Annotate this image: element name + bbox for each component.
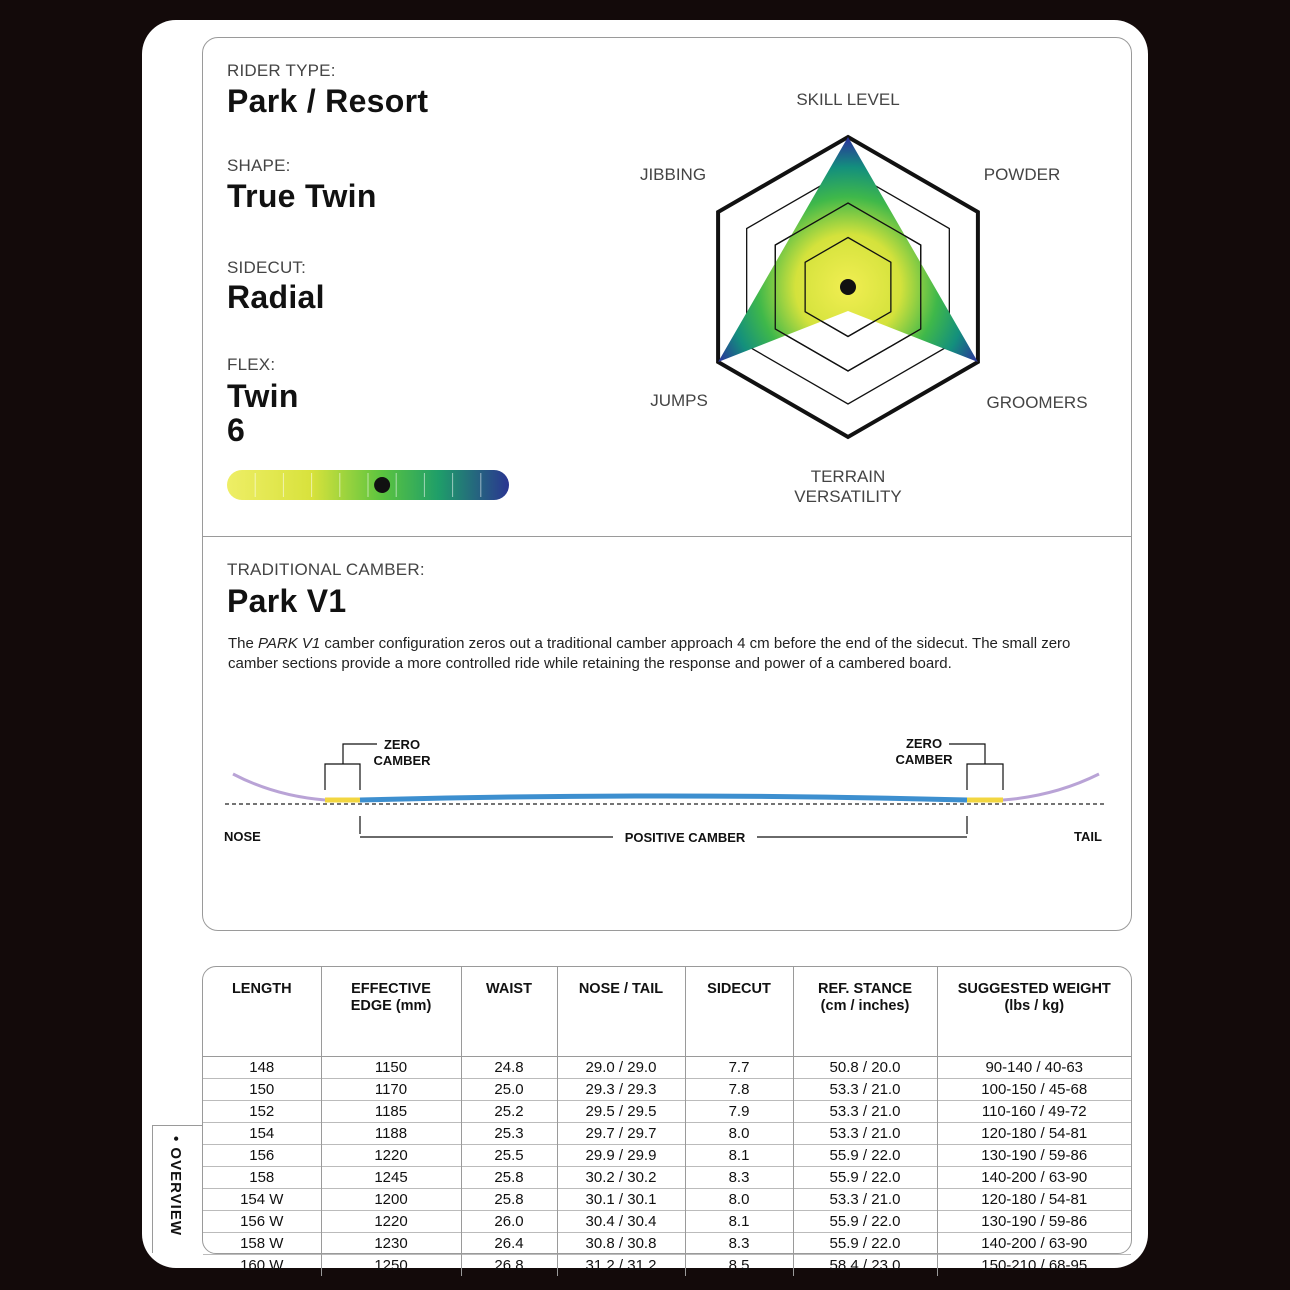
table-cell: 1250 <box>321 1255 461 1277</box>
column-header <box>461 967 557 1057</box>
table-cell: 25.8 <box>461 1167 557 1189</box>
radar-label-terrain-versatility <box>776 467 920 507</box>
table-cell: 1230 <box>321 1233 461 1255</box>
table-cell: 50.8 / 20.0 <box>793 1057 937 1079</box>
desc-pre: The <box>228 635 259 652</box>
column-header <box>321 967 461 1057</box>
table-cell: 148 <box>203 1057 321 1079</box>
flex-indicator <box>374 477 390 493</box>
table-cell: 55.9 / 22.0 <box>793 1233 937 1255</box>
table-cell: 120-180 / 54-81 <box>937 1189 1131 1211</box>
table-cell: 150 <box>203 1079 321 1101</box>
table-row <box>203 1101 1131 1123</box>
section-divider <box>202 536 1132 537</box>
table-cell: 30.2 / 30.2 <box>557 1167 685 1189</box>
table-row <box>203 1057 1131 1079</box>
table-cell: 158 W <box>203 1233 321 1255</box>
table-cell: 31.2 / 31.2 <box>557 1255 685 1277</box>
desc-em: PARK V1 <box>258 635 321 652</box>
table-cell: 154 W <box>203 1189 321 1211</box>
table-cell: 150-210 / 68-95 <box>937 1255 1131 1277</box>
table-cell: 25.0 <box>461 1079 557 1101</box>
table-cell: 152 <box>203 1101 321 1123</box>
radar-label-jumps: JUMPS <box>650 391 708 410</box>
table-row <box>203 1167 1131 1189</box>
table-cell: 7.8 <box>685 1079 793 1101</box>
camber-name: Park V1 <box>227 583 347 619</box>
table-cell: 156 W <box>203 1211 321 1233</box>
table-cell: 55.9 / 22.0 <box>793 1167 937 1189</box>
shape-label: SHAPE: <box>227 156 291 175</box>
table-cell: 30.4 / 30.4 <box>557 1211 685 1233</box>
sidecut-label: SIDECUT: <box>227 258 307 277</box>
table-cell: 55.9 / 22.0 <box>793 1145 937 1167</box>
table-cell: 90-140 / 40-63 <box>937 1057 1131 1079</box>
sidecut-value: Radial <box>227 279 325 315</box>
rider-type-value: Park / Resort <box>227 83 429 119</box>
camber-description <box>228 634 1118 674</box>
column-header <box>557 967 685 1057</box>
overview-tab-label: • OVERVIEW <box>167 1136 184 1236</box>
table-cell: 1150 <box>321 1057 461 1079</box>
radar-label-powder: POWDER <box>983 165 1061 184</box>
table-cell: 154 <box>203 1123 321 1145</box>
positive-camber-label: POSITIVE CAMBER <box>624 830 746 845</box>
table-cell: 130-190 / 59-86 <box>937 1211 1131 1233</box>
table-cell: 110-160 / 49-72 <box>937 1101 1131 1123</box>
table-cell: 29.7 / 29.7 <box>557 1123 685 1145</box>
flex-value: Twin <box>227 378 299 414</box>
table-cell: 25.3 <box>461 1123 557 1145</box>
overview-tab[interactable] <box>152 1125 202 1253</box>
column-header-line2: EDGE (mm) <box>350 998 432 1014</box>
table-cell: 1220 <box>321 1211 461 1233</box>
table-cell: 58.4 / 23.0 <box>793 1255 937 1277</box>
table-cell: 24.8 <box>461 1057 557 1079</box>
table-cell: 1220 <box>321 1145 461 1167</box>
table-cell: 120-180 / 54-81 <box>937 1123 1131 1145</box>
table-cell: 25.5 <box>461 1145 557 1167</box>
table-cell: 156 <box>203 1145 321 1167</box>
zero-right-line2: CAMBER <box>895 752 953 767</box>
column-header-line2: (lbs / kg) <box>1004 998 1065 1014</box>
table-cell: 29.0 / 29.0 <box>557 1057 685 1079</box>
camber-label: TRADITIONAL CAMBER: <box>227 560 425 579</box>
column-header <box>203 967 321 1057</box>
rider-type-label: RIDER TYPE: <box>227 61 336 80</box>
table-cell: 30.8 / 30.8 <box>557 1233 685 1255</box>
table-cell: 25.8 <box>461 1189 557 1211</box>
table-row <box>203 1211 1131 1233</box>
table-cell: 29.3 / 29.3 <box>557 1079 685 1101</box>
tail-label: TAIL <box>1074 829 1102 844</box>
table-cell: 29.9 / 29.9 <box>557 1145 685 1167</box>
table-cell: 1245 <box>321 1167 461 1189</box>
table-cell: 100-150 / 45-68 <box>937 1079 1131 1101</box>
table-cell: 140-200 / 63-90 <box>937 1233 1131 1255</box>
zero-camber-right-label <box>888 736 960 768</box>
table-cell: 8.1 <box>685 1211 793 1233</box>
table-cell: 8.3 <box>685 1233 793 1255</box>
nose-rocker <box>233 774 325 800</box>
table-cell: 7.9 <box>685 1101 793 1123</box>
table-cell: 158 <box>203 1167 321 1189</box>
column-header <box>937 967 1131 1057</box>
positive-camber-section <box>360 796 967 800</box>
column-header-line2: (cm / inches) <box>820 998 910 1014</box>
radar-label-terrain: TERRAIN <box>810 467 886 486</box>
column-header-line1: NOSE / TAIL <box>578 981 664 997</box>
table-cell: 1200 <box>321 1189 461 1211</box>
zero-right-line1: ZERO <box>905 736 943 751</box>
table-row <box>203 1123 1131 1145</box>
desc-post: camber configuration zeros out a traditional camber approach 4 cm before the end of the sidecut. The small zero camber sections provide a more controlled ride while retaining the response and power of a cambered board. <box>228 635 1071 672</box>
table-cell: 8.1 <box>685 1145 793 1167</box>
table-cell: 53.3 / 21.0 <box>793 1189 937 1211</box>
radar-label-versatility: VERSATILITY <box>794 487 902 506</box>
table-row <box>203 1189 1131 1211</box>
radar-label-skill-level: SKILL LEVEL <box>796 90 900 109</box>
table-cell: 7.7 <box>685 1057 793 1079</box>
radar-center-dot <box>840 279 856 295</box>
radar-label-jibbing: JIBBING <box>639 165 707 184</box>
column-header-line1: SUGGESTED WEIGHT <box>957 981 1111 997</box>
table-cell: 130-190 / 59-86 <box>937 1145 1131 1167</box>
column-header <box>685 967 793 1057</box>
table-cell: 26.8 <box>461 1255 557 1277</box>
column-header <box>793 967 937 1057</box>
table-row <box>203 1079 1131 1101</box>
table-row <box>203 1145 1131 1167</box>
table-row <box>203 1233 1131 1255</box>
tail-rocker <box>1003 774 1099 800</box>
column-header-line1: SIDECUT <box>707 981 771 997</box>
table-cell: 8.3 <box>685 1167 793 1189</box>
table-cell: 160 W <box>203 1255 321 1277</box>
table-cell: 1188 <box>321 1123 461 1145</box>
zero-left-line2: CAMBER <box>373 753 431 768</box>
radar-label-groomers: GROOMERS <box>986 393 1088 412</box>
radar-chart <box>690 110 1010 470</box>
table-cell: 25.2 <box>461 1101 557 1123</box>
specs-table <box>202 966 1132 1274</box>
table-cell: 30.1 / 30.1 <box>557 1189 685 1211</box>
flex-scale <box>226 470 510 500</box>
flex-label: FLEX: <box>227 355 276 374</box>
nose-label: NOSE <box>224 829 261 844</box>
table-cell: 1170 <box>321 1079 461 1101</box>
table-cell: 140-200 / 63-90 <box>937 1167 1131 1189</box>
table-cell: 8.5 <box>685 1255 793 1277</box>
column-header-line1: LENGTH <box>231 981 292 997</box>
flex-rating: 6 <box>227 412 246 448</box>
table-cell: 26.4 <box>461 1233 557 1255</box>
table-cell: 53.3 / 21.0 <box>793 1123 937 1145</box>
table-cell: 29.5 / 29.5 <box>557 1101 685 1123</box>
column-header-line1: REF. STANCE <box>818 981 912 997</box>
table-cell: 1185 <box>321 1101 461 1123</box>
table-cell: 55.9 / 22.0 <box>793 1211 937 1233</box>
shape-value: True Twin <box>227 178 377 214</box>
table-cell: 8.0 <box>685 1123 793 1145</box>
zero-camber-left-label <box>366 737 438 769</box>
table-cell: 8.0 <box>685 1189 793 1211</box>
table-cell: 53.3 / 21.0 <box>793 1079 937 1101</box>
table-row <box>203 1255 1131 1277</box>
zero-left-line1: ZERO <box>383 737 421 752</box>
column-header-line1: WAIST <box>486 981 532 997</box>
column-header-line1: EFFECTIVE <box>351 981 431 997</box>
table-cell: 26.0 <box>461 1211 557 1233</box>
table-cell: 53.3 / 21.0 <box>793 1101 937 1123</box>
radar-data-area <box>718 137 978 362</box>
table-header-row <box>203 967 1131 1057</box>
